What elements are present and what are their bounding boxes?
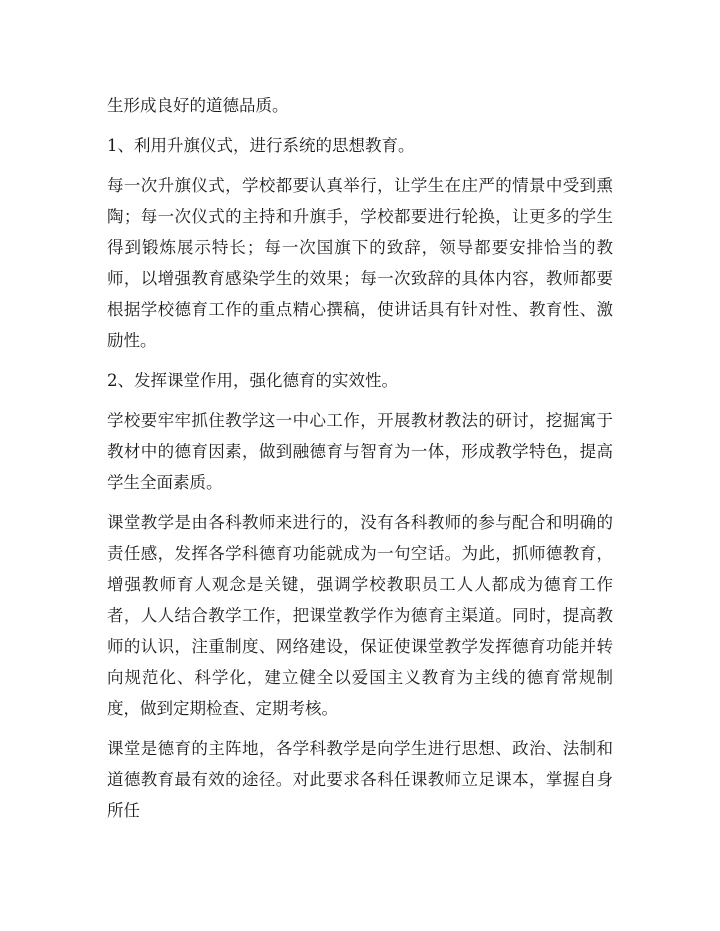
paragraph-classroom-main-front: 课堂是德育的主阵地，各学科教学是向学生进行思想、政治、法制和道德教育最有效的途径。对此要求各科任课教师立足课本，掌握自身所任 — [107, 739, 613, 820]
section-heading-classroom: 2、发挥课堂作用，强化德育的实效性。 — [107, 371, 398, 390]
section-heading-flag-ceremony: 1、利用升旗仪式，进行系统的思想教育。 — [107, 136, 415, 155]
paragraph-teaching-focus: 学校要牢牢抓住教学这一中心工作，开展教材教法的研讨，挖掘寓于教材中的德育因素，做到融德育与智育为一体，形成教学特色，提高学生全面素质。 — [107, 411, 613, 492]
paragraph-flag-ceremony: 每一次升旗仪式，学校都要认真举行，让学生在庄严的情景中受到熏陶；每一次仪式的主持和升旗手，学校都要进行轮换，让更多的学生得到锻炼展示特长；每一次国旗下的致辞，领导都要安排恰当的教师，以增强教育感染学生的效果；每一次致辞的具体内容，教师都要根据学校德育工作的重点精心撰稿，使讲话具有针对性、教育性、激励性。 — [107, 176, 613, 350]
paragraph-teacher-responsibility: 课堂教学是由各科教师来进行的，没有各科教师的参与配合和明确的责任感，发挥各学科德育功能就成为一句空话。为此，抓师德教育，增强教师育人观念是关键，强调学校教职员工人人都成为德育工作者，人人结合教学工作，把课堂教学作为德育主渠道。同时，提高教师的认识，注重制度、网络建设，保证使课堂教学发挥德育功能并转向规范化、科学化，建立健全以爱国主义教育为主线的德育常规制度，做到定期检查、定期考核。 — [107, 513, 613, 718]
document-body — [107, 90, 613, 835]
paragraph-continuation: 生形成良好的道德品质。 — [107, 96, 289, 115]
